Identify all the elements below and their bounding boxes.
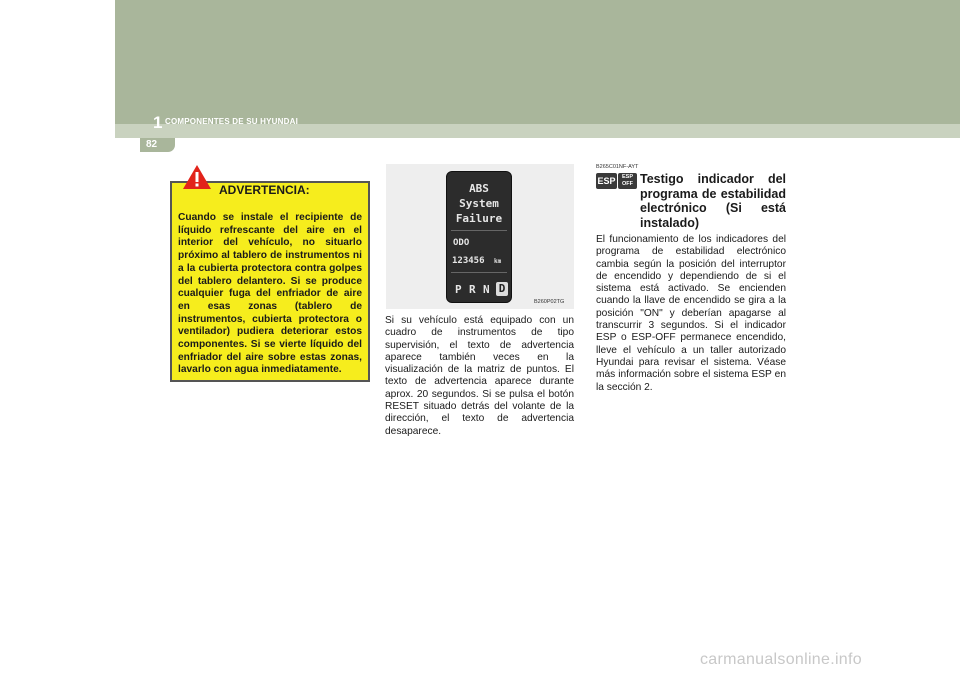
odo-value: 123456 [452,256,485,266]
warning-title: ADVERTENCIA: [219,183,310,197]
page-number: 82 [146,139,158,150]
chapter-number: 1 [153,113,163,132]
middle-paragraph: Si su vehículo está equipado con un cuadro de instrumentos de tipo supervisión, el texto de advertencia aparece también veces en la visualización de la matriz de puntos. El texto de advertencia aparece durante aprox. 20 segundos. Si se pulsa el botón RESET situado detrás del volante de la dirección, el texto de advertencia desaparece. [385,315,574,437]
section-code: B265C01NF-AYT [596,164,639,170]
right-paragraph: El funcionamiento de los indicadores del programa de estabilidad electrónico cambia según la posición del interruptor de encendido y dependiendo de si el sistema está activado. Se encienden cuando la llave de encendido se gira a la posición "ON" y deberían apagarse al transcurrir 3 segundos. Si el indicador ESP o ESP-OFF permanece encendido, lleve el vehículo a un taller autorizado Hyundai para revisar el sistema. Véase más información sobre el sistema ESP en la sección 2. [596,234,786,393]
figure-code: B260P02TG [534,299,565,305]
odo-label: ODO [453,238,470,248]
instrument-cluster [446,171,512,303]
esp-off-indicator-icon [618,173,637,189]
section-heading: Testigo indicador del programa de estabilidad electrónico (Si está instalado) [640,172,786,230]
odo-unit: km [494,258,502,265]
gear-r: R [469,283,476,296]
gear-n: N [483,283,490,296]
esp-indicator-icon: ESP [596,173,617,189]
esp-off-line-2: OFF [622,181,633,187]
gear-p: P [455,283,462,296]
watermark: carmanualsonline.info [700,651,862,668]
warning-triangle-icon [182,164,212,190]
chapter-title: COMPONENTES DE SU HYUNDAI [165,117,299,126]
gear-d-selected: D [496,282,508,296]
display-line-2: System [459,197,499,210]
warning-text: Cuando se instale el recipiente de líquido refrescante del aire en el interior del vehículo, no situarlo próximo al tablero de instrumentos ni a la cubierta protectora contra golpes del tablero delantero. Si se produce cualquier fuga del enfriador de aire en esas zonas (tablero de instrumentos, cubierta protectora o ventilador) pudiera deteriorar estos componentes. Si se vierte líquido del enfriador del aire sobre estas zonas, lavarlo con agua inmediatamente. [178,212,362,376]
esp-off-line-1: ESP [621,174,633,180]
warning-box [170,181,370,382]
display-line-3: Failure [455,212,503,225]
display-line-1: ABS [469,182,489,195]
